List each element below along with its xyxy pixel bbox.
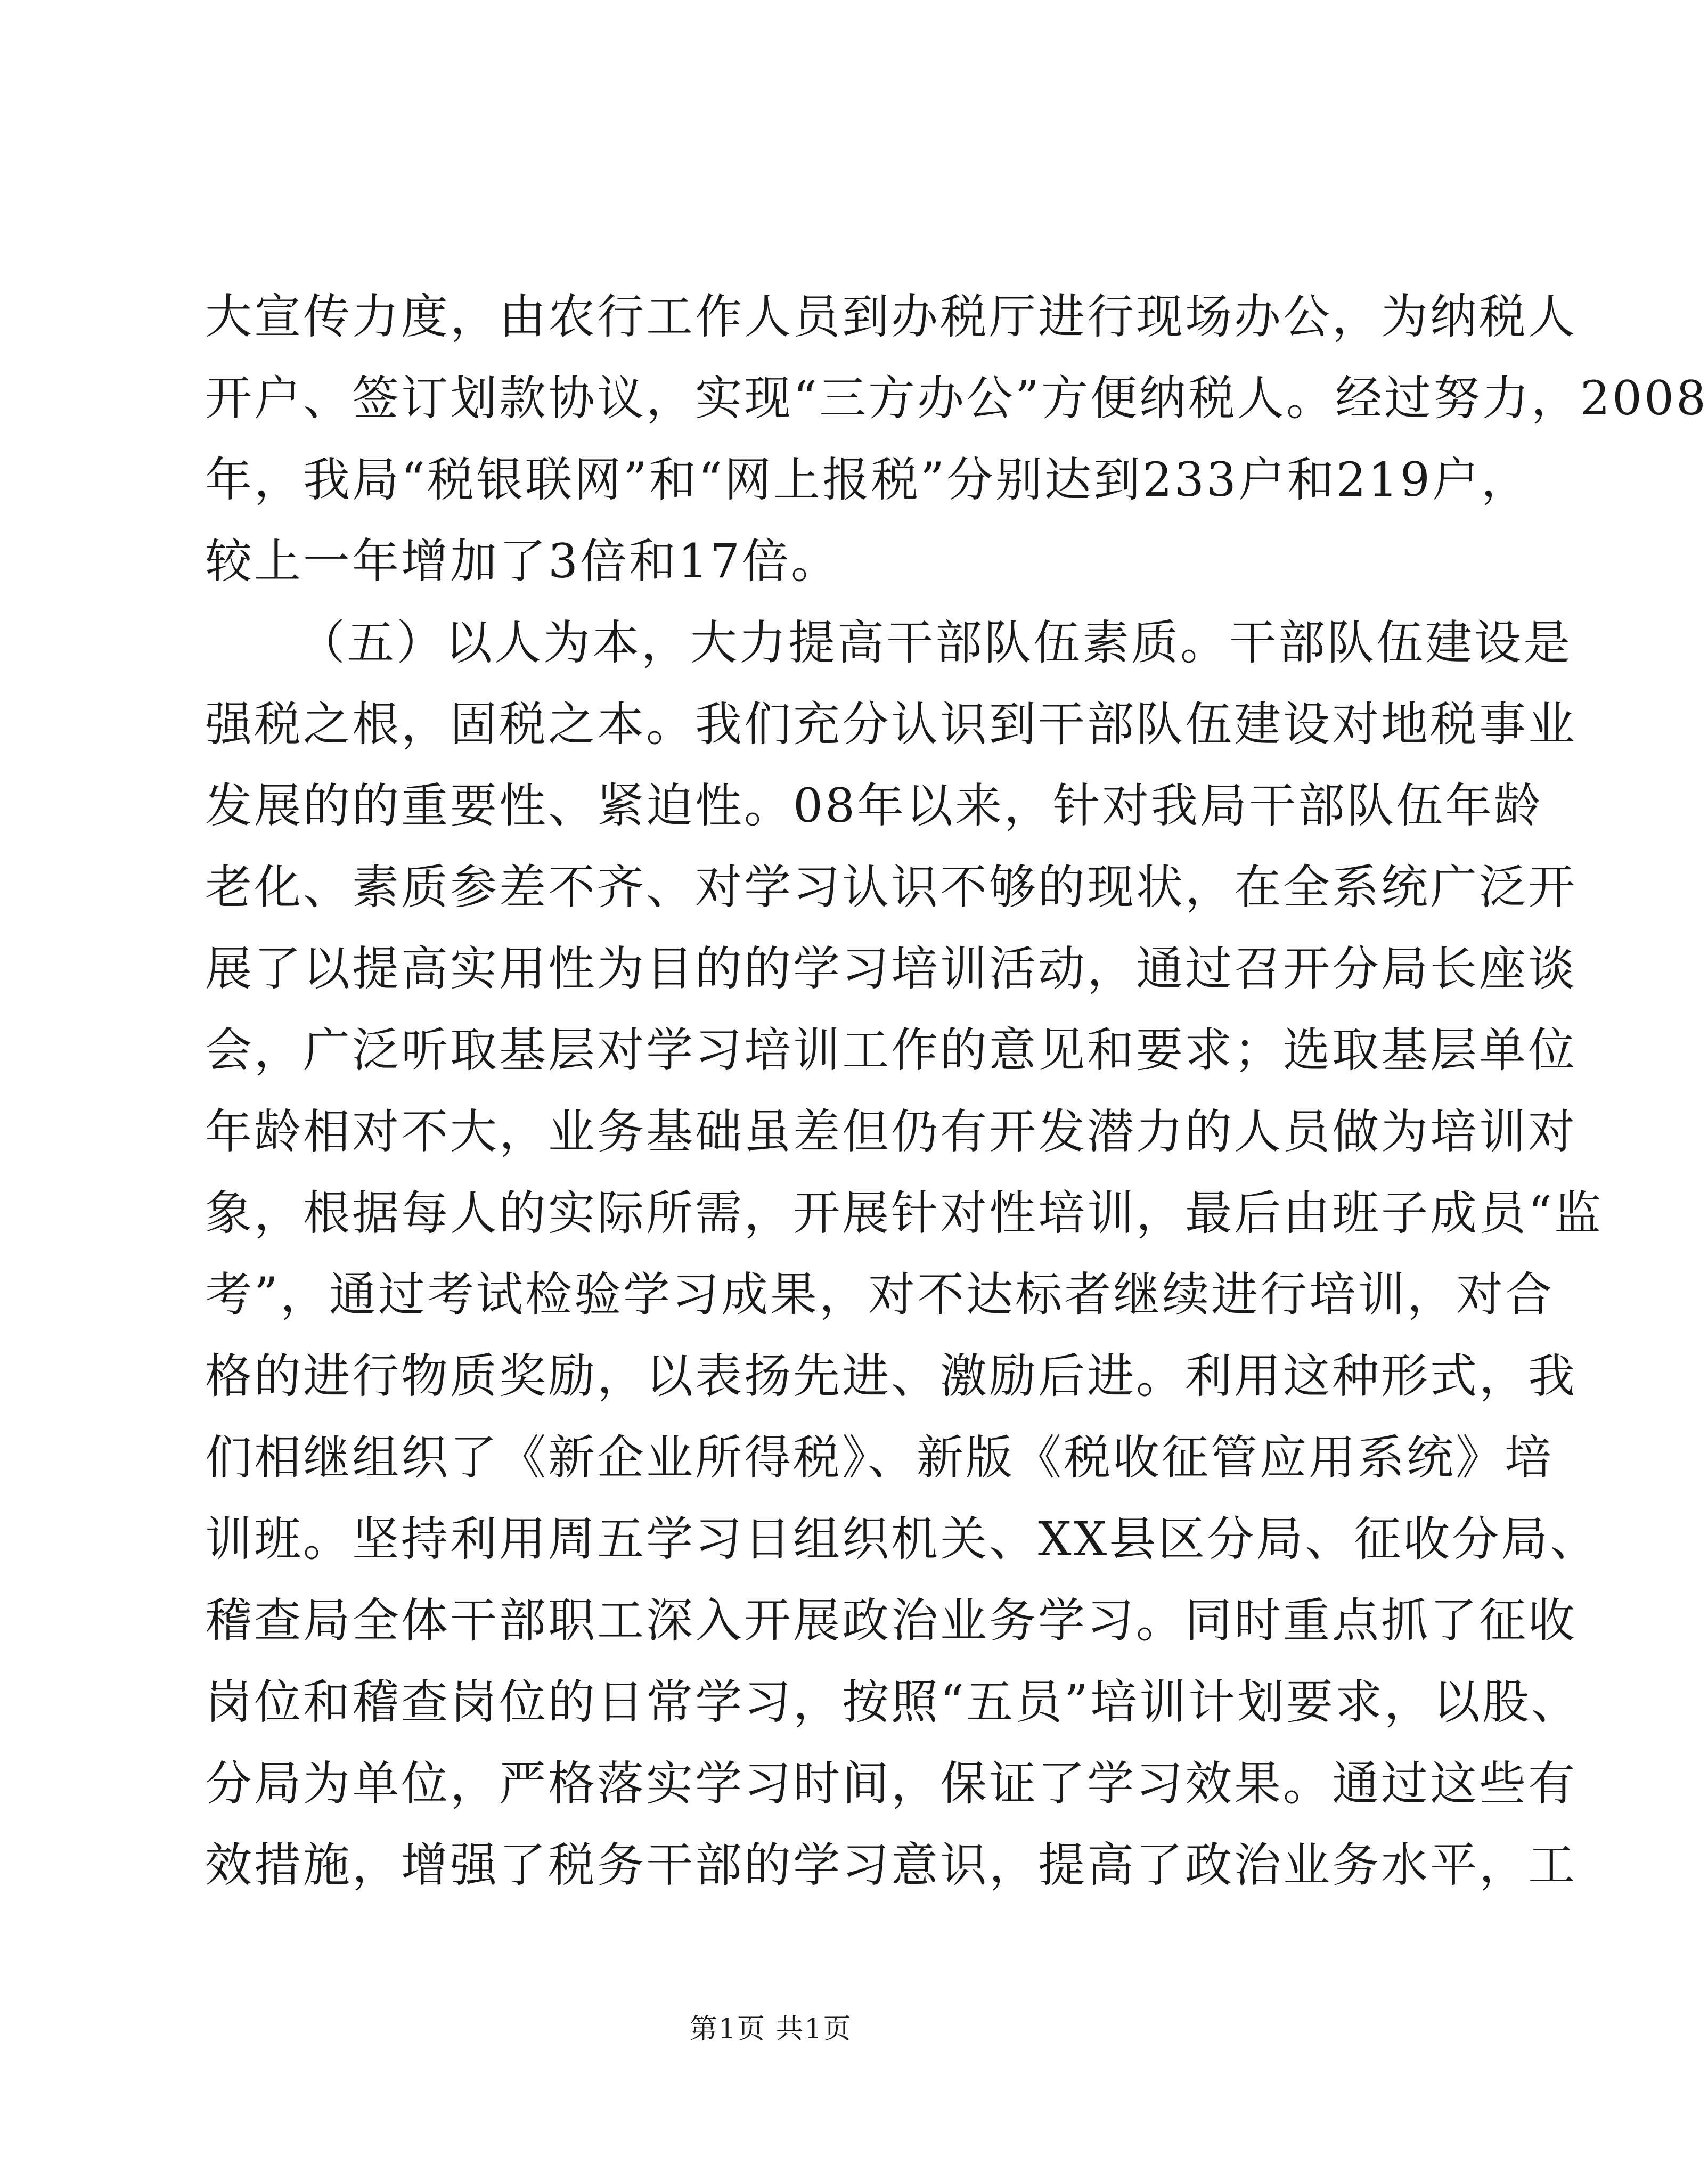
text-line: 老化、素质参差不齐、对学习认识不够的现状，在全系统广泛开: [205, 860, 1578, 915]
text-line: 们相继组织了《新企业所得税》、新版《税收征管应用系统》培: [205, 1430, 1554, 1485]
text-line: 训班。坚持利用周五学习日组织机关、XX县区分局、征收分局、: [205, 1512, 1599, 1566]
section-heading-line: （五）以人为本，大力提高干部队伍素质。干部队伍建设是: [298, 615, 1573, 670]
text-line: 发展的的重要性、紧迫性。08年以来，针对我局干部队伍年龄: [205, 778, 1543, 833]
text-line: 象，根据每人的实际所需，开展针对性培训，最后由班子成员“监: [205, 1186, 1603, 1240]
text-line: 强税之根，固税之本。我们充分认识到干部队伍建设对地税事业: [205, 697, 1578, 752]
text-line: 年龄相对不大，业务基础虽差但仍有开发潜力的人员做为培训对: [205, 1104, 1578, 1159]
text-line: 岗位和稽查岗位的日常学习，按照“五员”培训计划要求，以股、: [205, 1675, 1580, 1729]
text-line: 年，我局“税银联网”和“网上报税”分别达到233户和219户，: [205, 452, 1530, 507]
text-line: 分局为单位，严格落实学习时间，保证了学习效果。通过这些有: [205, 1756, 1578, 1811]
text-line: 稽查局全体干部职工深入开展政治业务学习。同时重点抓了征收: [205, 1593, 1578, 1648]
text-line: 格的进行物质奖励，以表扬先进、激励后进。利用这种形式，我: [205, 1349, 1578, 1403]
text-line: 展了以提高实用性为目的的学习培训活动，通过召开分局长座谈: [205, 941, 1578, 996]
text-line: 考”，通过考试检验学习成果，对不达标者继续进行培训，对合: [205, 1267, 1554, 1322]
text-line: 会，广泛听取基层对学习培训工作的意见和要求；选取基层单位: [205, 1023, 1578, 1077]
text-line: 大宣传力度，由农行工作人员到办税厅进行现场办公，为纳税人: [205, 289, 1578, 344]
text-line: 开户、签订划款协议，实现“三方办公”方便纳税人。经过努力，2008: [205, 371, 1708, 426]
text-line: 效措施，增强了税务干部的学习意识，提高了政治业务水平，工: [205, 1838, 1578, 1892]
text-line: 较上一年增加了3倍和17倍。: [205, 534, 840, 589]
page-footer: 第1页 共1页: [689, 2013, 852, 2045]
